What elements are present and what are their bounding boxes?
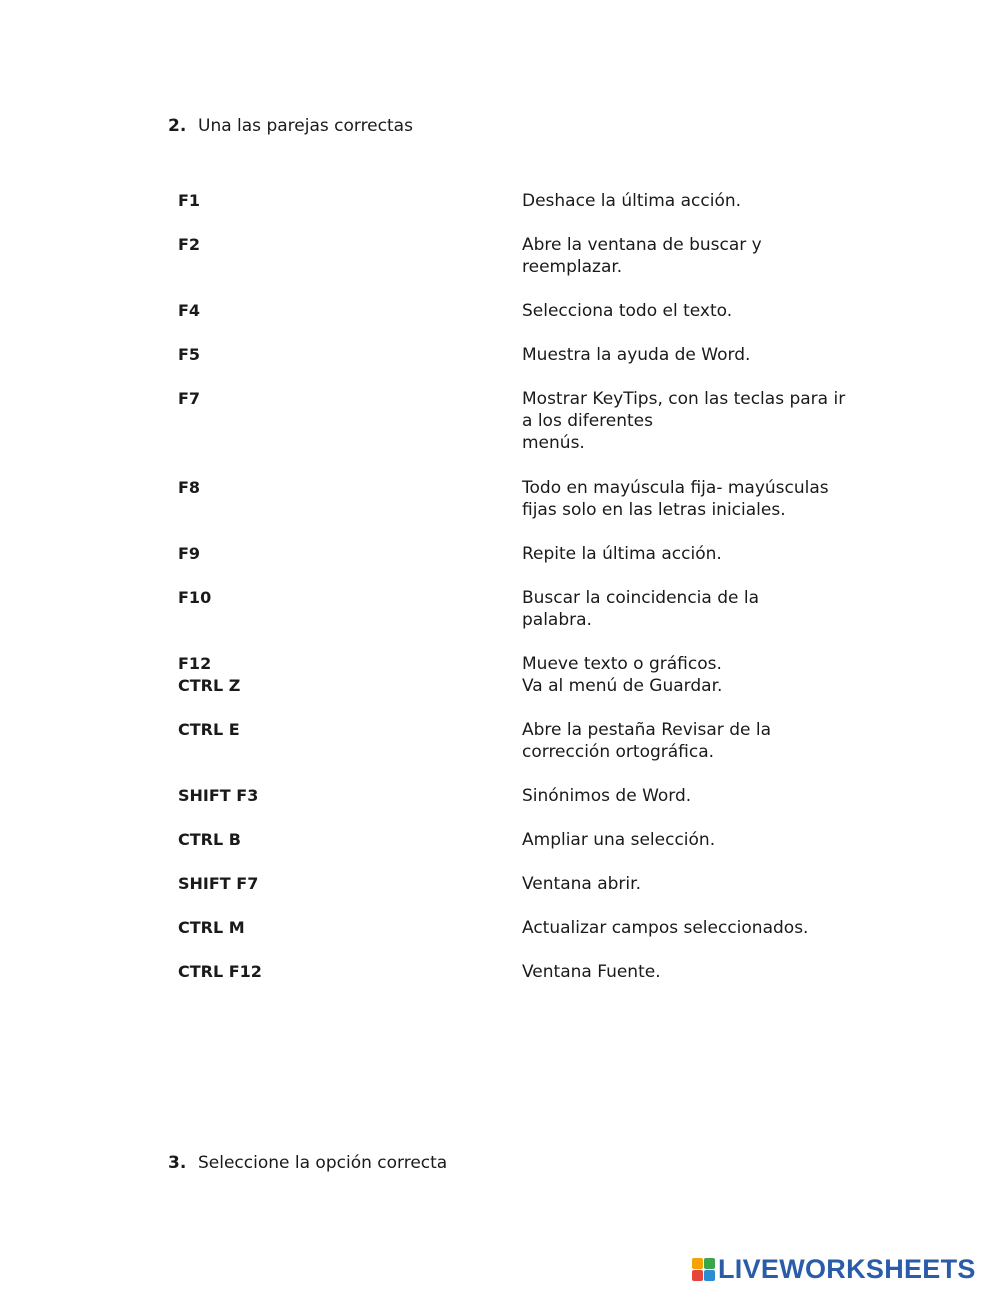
key-label: F2: [178, 235, 201, 254]
description: Repite la última acción.: [522, 544, 722, 564]
key-label: F7: [178, 389, 201, 408]
description: Sinónimos de Word.: [522, 786, 692, 806]
liveworksheets-logo: [692, 1254, 976, 1285]
description: Mueve texto o gráficos.: [522, 654, 722, 674]
key-label: F4: [178, 301, 201, 320]
description: Buscar la coincidencia de la palabra.: [522, 588, 760, 630]
logo-blocks-icon: [692, 1258, 715, 1281]
description: Mostrar KeyTips, con las teclas para ir a los diferentes menús.: [522, 389, 846, 453]
logo-block: [704, 1270, 715, 1281]
key-label: CTRL B: [178, 830, 241, 849]
logo-block: [692, 1258, 703, 1269]
question-number: 3.: [168, 1153, 187, 1173]
description: Ventana abrir.: [522, 874, 641, 894]
key-label: CTRL M: [178, 918, 245, 937]
question-3-heading: [168, 1153, 447, 1173]
question-2-heading: [168, 116, 413, 136]
question-text: Seleccione la opción correcta: [198, 1153, 448, 1173]
key-label: F1: [178, 191, 201, 210]
key-label: SHIFT F7: [178, 874, 259, 893]
key-label: SHIFT F3: [178, 786, 259, 805]
description: Va al menú de Guardar.: [522, 676, 723, 696]
description: Ampliar una selección.: [522, 830, 716, 850]
description: Actualizar campos seleccionados.: [522, 918, 809, 938]
description: Abre la ventana de buscar y reemplazar.: [522, 235, 762, 277]
logo-block: [704, 1258, 715, 1269]
key-label: CTRL E: [178, 720, 240, 739]
description: Todo en mayúscula fija- mayúsculas fijas solo en las letras iniciales.: [522, 478, 829, 520]
description: Abre la pestaña Revisar de la corrección ortográfica.: [522, 720, 771, 762]
key-label: F5: [178, 345, 201, 364]
key-label: CTRL Z: [178, 676, 241, 695]
description: Deshace la última acción.: [522, 191, 742, 211]
description: Ventana Fuente.: [522, 962, 661, 982]
logo-block: [692, 1270, 703, 1281]
question-text: Una las parejas correctas: [198, 116, 413, 136]
logo-text: LIVEWORKSHEETS: [718, 1254, 976, 1284]
key-label: F8: [178, 478, 201, 497]
description: Selecciona todo el texto.: [522, 301, 733, 321]
key-label: CTRL F12: [178, 962, 262, 981]
key-label: F12: [178, 654, 212, 673]
key-label: F9: [178, 544, 201, 563]
question-number: 2.: [168, 116, 187, 136]
description: Muestra la ayuda de Word.: [522, 345, 751, 365]
key-label: F10: [178, 588, 212, 607]
